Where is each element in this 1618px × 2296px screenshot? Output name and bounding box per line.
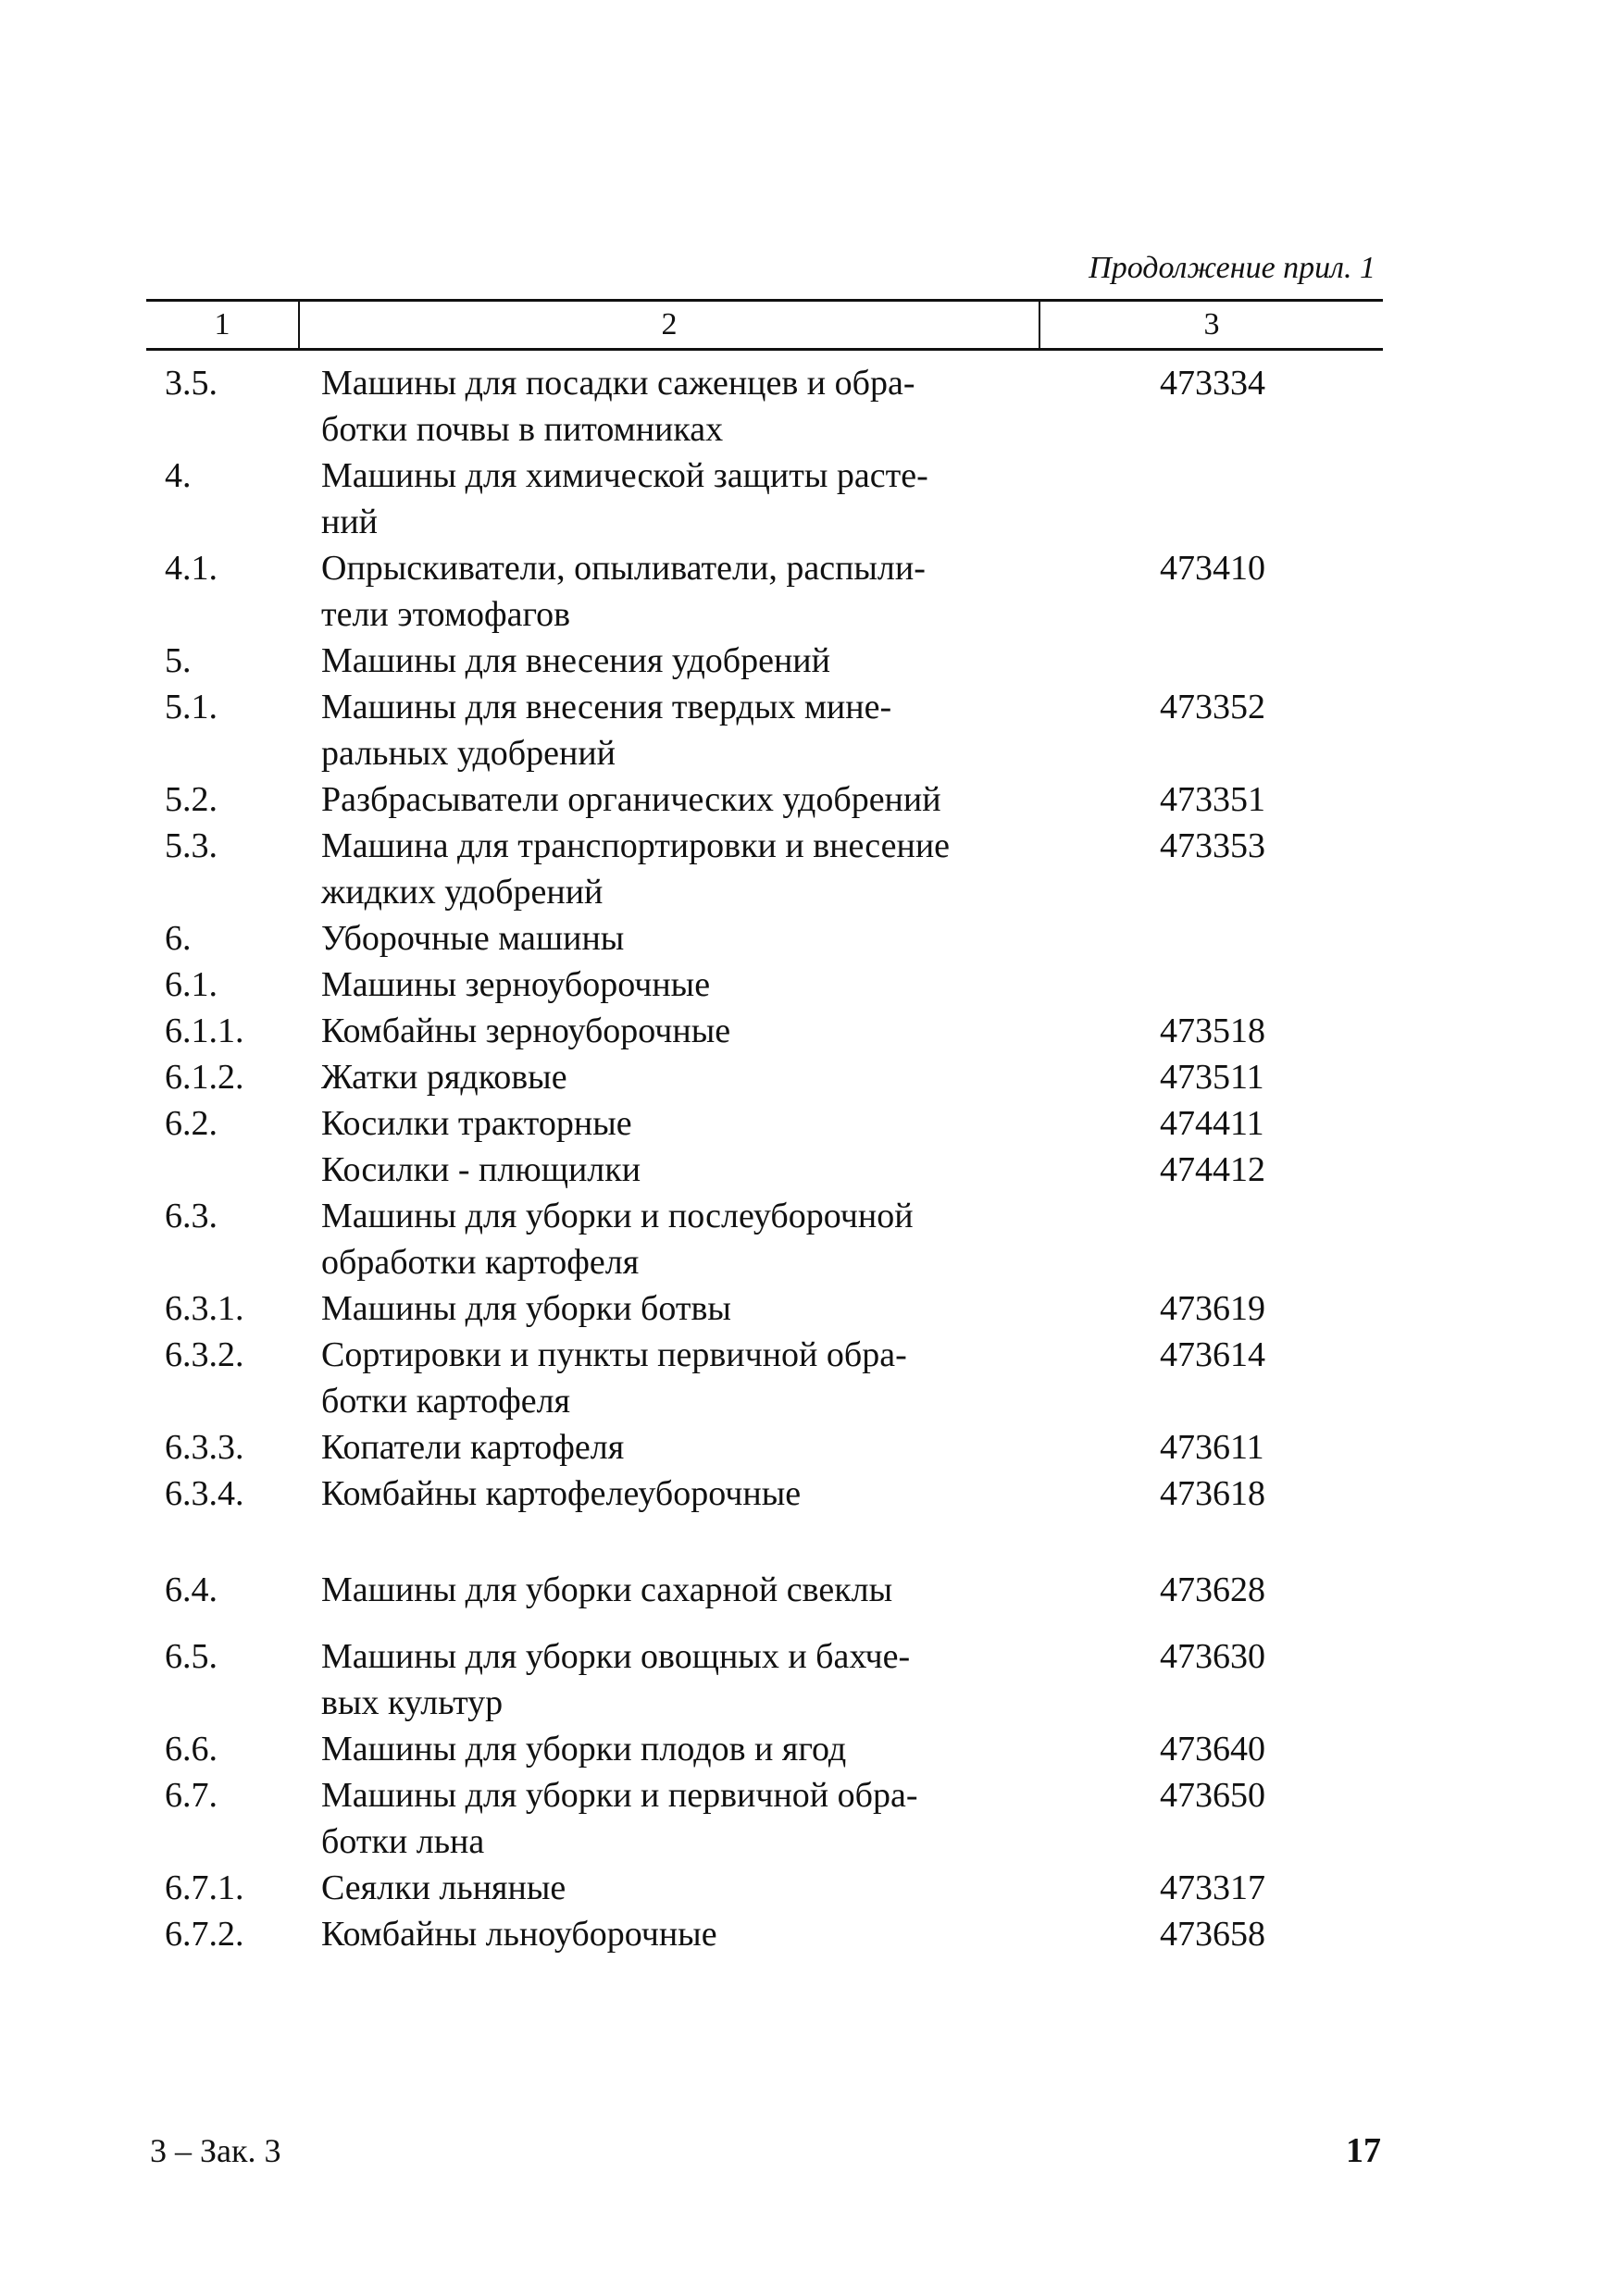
row-code — [1039, 638, 1383, 684]
row-number: 6.7.1. — [165, 1868, 244, 1907]
row-code: 473334 — [1160, 364, 1265, 403]
row-code: 473614 — [1160, 1335, 1265, 1374]
row-number: 6.3. — [165, 1197, 218, 1235]
table-row — [146, 1193, 1383, 1285]
row-name: Опрыскиватели, опыливатели, распыли- тели этомофагов — [321, 549, 926, 634]
row-number: 5. — [165, 641, 192, 680]
row-code: 473511 — [1160, 1058, 1264, 1097]
row-name: Машины зерноуборочные — [321, 965, 711, 1004]
row-code — [1039, 1193, 1383, 1285]
row-code: 473611 — [1160, 1428, 1264, 1467]
row-name: Машины для уборки сахарной свеклы — [321, 1570, 893, 1609]
row-code: 473317 — [1160, 1868, 1265, 1907]
row-number: 5.1. — [165, 688, 218, 726]
table-row — [146, 1332, 1383, 1424]
table-row — [146, 1147, 1383, 1193]
header-col-2: 2 — [299, 301, 1039, 350]
row-number: 6.1.2. — [165, 1058, 244, 1097]
row-number: 6.4. — [165, 1570, 218, 1609]
row-name: Косилки - плющилки — [321, 1150, 641, 1189]
row-name: Машины для химической защиты расте- ний — [321, 456, 928, 541]
row-code: 473352 — [1160, 688, 1265, 726]
row-code: 473410 — [1160, 549, 1265, 588]
row-name: Комбайны льноуборочные — [321, 1915, 717, 1954]
table-row — [146, 1772, 1383, 1865]
row-name: Машины для посадки саженцев и обра- ботки почвы в питомниках — [321, 364, 915, 449]
header-col-1: 1 — [146, 301, 299, 350]
row-code: 473650 — [1160, 1776, 1265, 1815]
row-name: Машины для внесения удобрений — [321, 641, 830, 680]
table-row — [146, 453, 1383, 545]
continuation-label: Продолжение прил. 1 — [1089, 251, 1375, 285]
table-row — [146, 1471, 1383, 1517]
row-name: Машина для транспортировки и внесение жидких удобрений — [321, 826, 951, 912]
row-name: Машины для уборки овощных и бахче- вых культур — [321, 1637, 911, 1722]
table-row — [146, 545, 1383, 638]
table-row — [146, 1054, 1383, 1100]
table-row — [146, 350, 1383, 453]
row-code: 474412 — [1160, 1150, 1265, 1189]
row-code: 473618 — [1160, 1474, 1265, 1513]
row-code: 473640 — [1160, 1730, 1265, 1769]
row-name: Машины для уборки и первичной обра- ботки льна — [321, 1776, 918, 1861]
row-name: Копатели картофеля — [321, 1428, 625, 1467]
page-number: 17 — [1346, 2131, 1381, 2170]
row-number: 6.1.1. — [165, 1011, 244, 1050]
row-number: 4. — [165, 456, 192, 495]
row-code: 473658 — [1160, 1915, 1265, 1954]
row-code: 473518 — [1160, 1011, 1265, 1050]
table-row — [146, 1100, 1383, 1147]
row-name: Косилки тракторные — [321, 1104, 632, 1143]
footer-order-mark: 3 – Зак. 3 — [150, 2132, 281, 2169]
table-row — [146, 1285, 1383, 1332]
row-code: 473619 — [1160, 1289, 1265, 1328]
table-row — [146, 1008, 1383, 1054]
table-header-row — [146, 301, 1383, 350]
row-number: 6.6. — [165, 1730, 218, 1769]
table-row — [146, 638, 1383, 684]
row-name: Комбайны зерноуборочные — [321, 1011, 731, 1050]
row-name: Машины для уборки ботвы — [321, 1289, 731, 1328]
table-row — [146, 684, 1383, 776]
row-code — [1039, 453, 1383, 545]
table-row — [146, 776, 1383, 823]
row-number: 6.5. — [165, 1637, 218, 1676]
row-number: 6.2. — [165, 1104, 218, 1143]
row-number: 6.3.1. — [165, 1289, 244, 1328]
row-name: Машины для уборки и послеуборочной обработки картофеля — [321, 1197, 914, 1282]
row-code: 473628 — [1160, 1570, 1265, 1609]
row-name: Машины для уборки плодов и ягод — [321, 1730, 847, 1769]
row-name: Машины для внесения твердых мине- ральных удобрений — [321, 688, 892, 773]
row-number: 5.2. — [165, 780, 218, 819]
row-name: Уборочные машины — [321, 919, 625, 958]
table-row — [146, 823, 1383, 915]
row-number: 6.3.4. — [165, 1474, 244, 1513]
row-number: 6.1. — [165, 965, 218, 1004]
row-name: Разбрасыватели органических удобрений — [321, 780, 941, 819]
table-row — [146, 1865, 1383, 1911]
table-row — [146, 1613, 1383, 1726]
row-number: 6.7.2. — [165, 1915, 244, 1954]
row-name: Сеялки льняные — [321, 1868, 566, 1907]
header-col-3: 3 — [1039, 301, 1383, 350]
table-row — [146, 962, 1383, 1008]
row-number: 4.1. — [165, 549, 218, 588]
row-code: 473353 — [1160, 826, 1265, 865]
row-code — [1039, 962, 1383, 1008]
row-code: 473630 — [1160, 1637, 1265, 1676]
table-row — [146, 1726, 1383, 1772]
table-row — [146, 1517, 1383, 1613]
row-number: 3.5. — [165, 364, 218, 403]
row-number: 5.3. — [165, 826, 218, 865]
row-code: 474411 — [1160, 1104, 1264, 1143]
table-row — [146, 1911, 1383, 1957]
row-number: 6.3.2. — [165, 1335, 244, 1374]
row-number: 6. — [165, 919, 192, 958]
row-name: Сортировки и пункты первичной обра- ботки картофеля — [321, 1335, 907, 1421]
row-code: 473351 — [1160, 780, 1265, 819]
classification-table — [146, 299, 1383, 1957]
row-number — [146, 1147, 299, 1193]
row-code — [1039, 915, 1383, 962]
table-row — [146, 915, 1383, 962]
row-name: Жатки рядковые — [321, 1058, 567, 1097]
row-name: Комбайны картофелеуборочные — [321, 1474, 802, 1513]
row-number: 6.7. — [165, 1776, 218, 1815]
table-row — [146, 1424, 1383, 1471]
row-number: 6.3.3. — [165, 1428, 244, 1467]
